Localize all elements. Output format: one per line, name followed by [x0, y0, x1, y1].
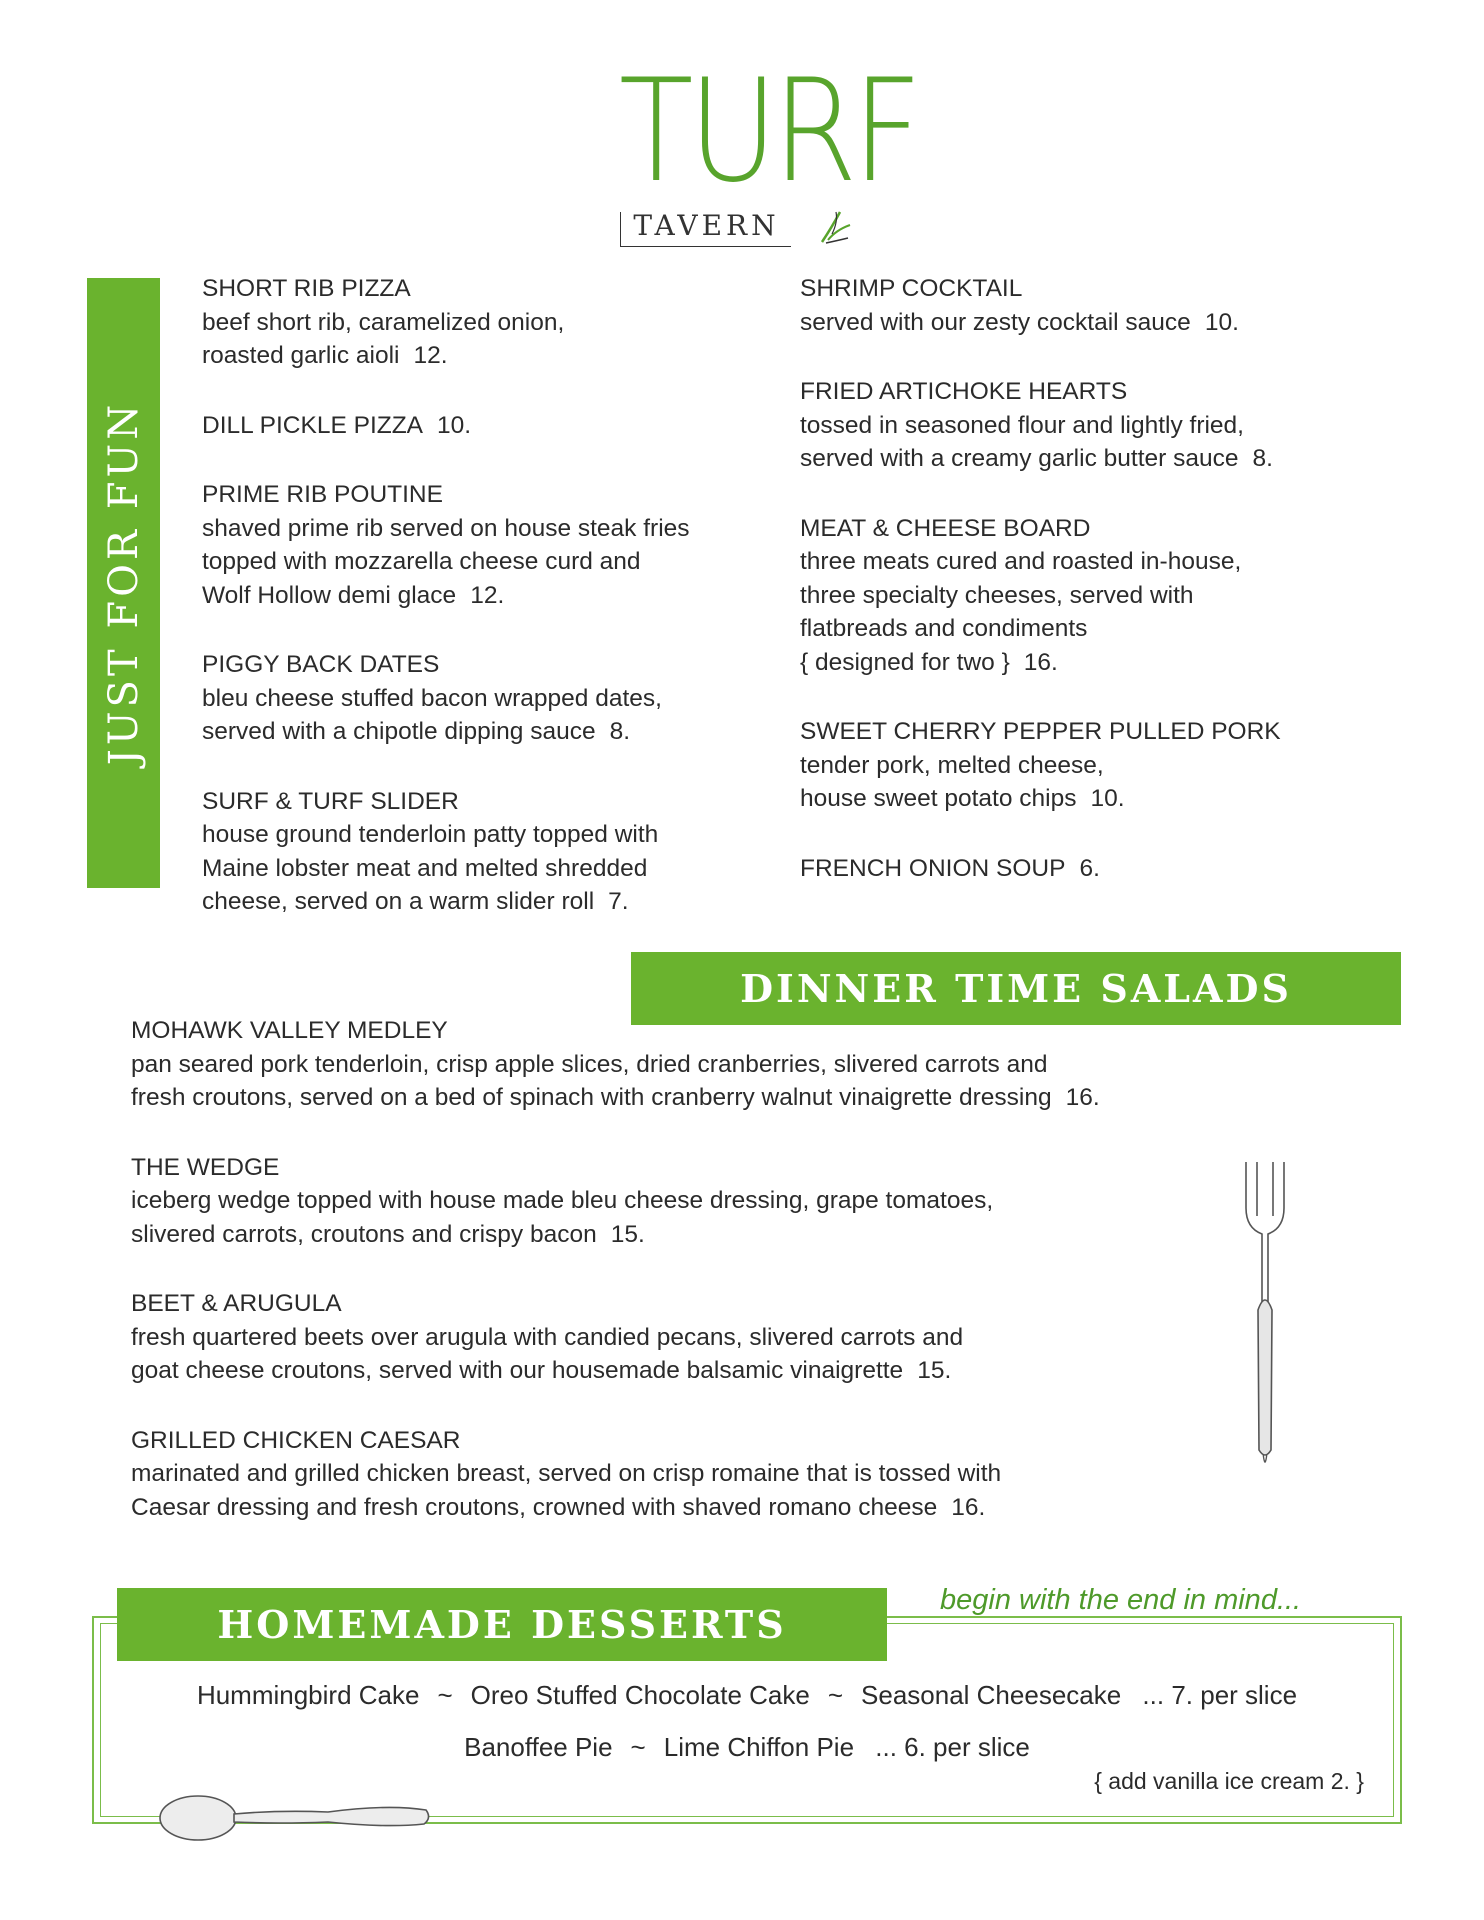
item-price: 15. — [610, 1220, 645, 1248]
dessert-separator: ~ — [630, 1732, 646, 1762]
logo — [600, 49, 918, 262]
item-description: topped with mozzarella cheese curd and — [202, 548, 641, 575]
item-description: fresh quartered beets over arugula with candied pecans, slivered carrots and — [131, 1323, 964, 1351]
item-price: 7. — [608, 888, 629, 915]
item-description: house ground tenderloin patty topped with — [202, 821, 659, 848]
menu-item — [131, 1014, 1231, 1115]
item-name: FRENCH ONION SOUP 6. — [800, 854, 1100, 882]
spoon-icon — [158, 1790, 433, 1850]
dessert-name: Seasonal Cheesecake — [861, 1680, 1122, 1710]
item-description: three meats cured and roasted in-house, — [800, 548, 1242, 575]
item-description: { designed for two } 16. — [800, 648, 1058, 676]
item-description: three specialty cheeses, served with — [800, 581, 1194, 609]
salads-list — [131, 1014, 1231, 1560]
menu-item — [202, 478, 762, 612]
item-description: cheese, served on a warm slider roll 7. — [202, 888, 629, 915]
dessert-addon: { add vanilla ice cream 2. } — [1094, 1768, 1364, 1794]
item-description: Wolf Hollow demi glace 12. — [202, 581, 505, 609]
item-price: 10. — [437, 411, 472, 439]
item-description: pan seared pork tenderloin, crisp apple slices, dried cranberries, slivered carrots and — [131, 1050, 1048, 1078]
item-description: flatbreads and condiments — [800, 615, 1088, 642]
item-description: Caesar dressing and fresh croutons, crowned with shaved romano cheese 16. — [131, 1493, 986, 1521]
item-name: SURF & TURF SLIDER — [202, 787, 459, 815]
dessert-line-1 — [100, 1680, 1394, 1711]
dessert-line-2 — [100, 1732, 1394, 1763]
item-price: 15. — [917, 1357, 952, 1384]
item-price: 12. — [413, 342, 448, 369]
menu-item — [800, 512, 1400, 680]
appetizers-left-column — [202, 272, 762, 955]
salads-header: DINNER TIME SALADS — [631, 952, 1401, 1025]
desserts-header: HOMEMADE DESSERTS — [117, 1588, 887, 1661]
dessert-name: Hummingbird Cake — [196, 1680, 420, 1710]
menu-item — [131, 1424, 1231, 1525]
item-description: house sweet potato chips 10. — [800, 785, 1125, 812]
dessert-separator: ~ — [827, 1680, 844, 1710]
item-description: served with our zesty cocktail sauce 10. — [800, 308, 1239, 336]
menu-item — [202, 272, 762, 373]
item-price: 8. — [1252, 445, 1273, 472]
logo-wordmark: TURF — [618, 49, 918, 214]
item-description: iceberg wedge topped with house made bleu cheese dressing, grape tomatoes, — [131, 1187, 994, 1214]
item-price: 10. — [1090, 785, 1125, 812]
item-name: SWEET CHERRY PEPPER PULLED PORK — [800, 718, 1281, 745]
item-description: tossed in seasoned flour and lightly fried, — [800, 411, 1244, 439]
item-description: beef short rib, caramelized onion, — [202, 308, 565, 336]
item-description: served with a creamy garlic butter sauce 8. — [800, 445, 1273, 472]
dessert-name: Oreo Stuffed Chocolate Cake — [470, 1680, 810, 1710]
item-description: bleu cheese stuffed bacon wrapped dates, — [202, 684, 662, 712]
dessert-price: ... 7. per slice — [1135, 1680, 1298, 1710]
item-description: served with a chipotle dipping sauce 8. — [202, 718, 631, 745]
menu-item — [800, 375, 1400, 476]
item-name: PIGGY BACK DATES — [202, 651, 440, 678]
item-name: MOHAWK VALLEY MEDLEY — [131, 1017, 448, 1044]
item-name: GRILLED CHICKEN CAESAR — [131, 1426, 461, 1454]
desserts-tagline: begin with the end in mind... — [940, 1584, 1302, 1616]
item-name: BEET & ARUGULA — [131, 1290, 342, 1317]
item-price: 10. — [1204, 308, 1239, 336]
item-description: fresh croutons, served on a bed of spinach with cranberry walnut vinaigrette dressing 16. — [131, 1084, 1100, 1111]
item-description: marinated and grilled chicken breast, served on crisp romaine that is tossed with — [131, 1460, 1002, 1487]
item-description: Maine lobster meat and melted shredded — [202, 854, 648, 882]
dessert-name: Banoffee Pie — [464, 1732, 613, 1762]
fork-icon — [1240, 1160, 1290, 1470]
item-name: DILL PICKLE PIZZA 10. — [202, 411, 472, 439]
grass-sprig-icon — [600, 49, 918, 262]
dessert-price: ... 6. per slice — [868, 1732, 1030, 1762]
item-price: 16. — [951, 1493, 986, 1521]
item-price: 8. — [609, 718, 631, 745]
item-description: roasted garlic aioli 12. — [202, 342, 448, 369]
menu-item — [202, 648, 762, 749]
item-name: FRIED ARTICHOKE HEARTS — [800, 378, 1128, 405]
menu-item — [131, 1151, 1231, 1252]
item-description: slivered carrots, croutons and crispy bacon 15. — [131, 1220, 645, 1248]
menu-item — [131, 1287, 1231, 1388]
item-price: 6. — [1079, 854, 1100, 882]
item-name: SHRIMP COCKTAIL — [800, 275, 1023, 302]
item-name: SHORT RIB PIZZA — [202, 275, 411, 302]
item-name: PRIME RIB POUTINE — [202, 481, 443, 508]
item-name: MEAT & CHEESE BOARD — [800, 514, 1091, 542]
item-name: THE WEDGE — [131, 1153, 280, 1181]
menu-item — [202, 409, 762, 443]
item-description: shaved prime rib served on house steak fries — [202, 514, 690, 542]
item-description: tender pork, melted cheese, — [800, 751, 1104, 779]
item-price: 16. — [1065, 1084, 1100, 1111]
menu-item — [800, 272, 1400, 339]
dessert-separator: ~ — [437, 1680, 453, 1710]
menu-item — [800, 715, 1400, 816]
item-price: 12. — [470, 581, 505, 609]
dessert-name: Lime Chiffon Pie — [663, 1732, 855, 1762]
logo-subtitle: TAVERN — [633, 209, 780, 242]
just-for-fun-band — [87, 278, 160, 888]
band-label: JUST FOR FUN — [100, 400, 147, 766]
item-price: 16. — [1023, 648, 1058, 676]
menu-item — [202, 785, 762, 919]
appetizers-right-column — [800, 272, 1400, 921]
item-description: goat cheese croutons, served with our housemade balsamic vinaigrette 15. — [131, 1357, 952, 1384]
menu-item — [800, 852, 1400, 886]
